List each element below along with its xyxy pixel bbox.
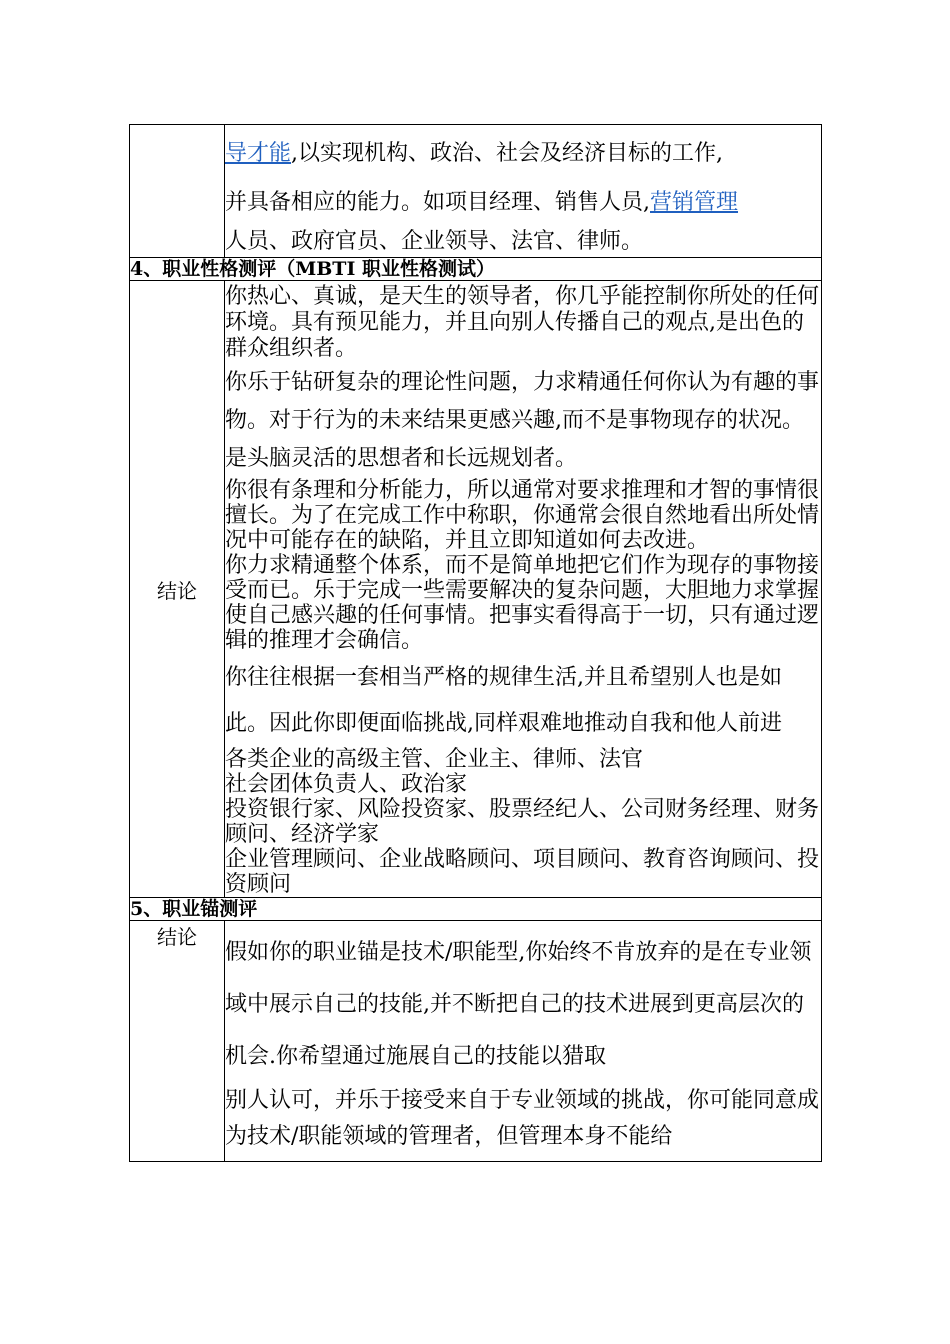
career-list-item: 企业管理顾问、企业战略顾问、项目顾问、教育咨询顾问、投资顾问 — [225, 847, 820, 897]
table-row — [130, 281, 822, 898]
text-fragment: ,以实现机构、政治、社会及经济目标的工作, — [291, 141, 724, 166]
table-row — [130, 258, 822, 281]
mbti-paragraph: 你乐于钻研复杂的理论性问题，力求精通任何你认为有趣的事物。对于行为的未来结果更感兴趣,而不是事物现存的状况。是头脑灵活的思想者和长远规划者。 — [225, 370, 820, 471]
mbti-paragraph: 你往往根据一套相当严格的规律生活,并且希望别人也是如此。因此你即便面临挑战,同样艰难地推动自我和他人前进 — [225, 665, 782, 736]
career-list-item: 投资银行家、风险投资家、股票经纪人、公司财务经理、财务顾问、经济学家 — [225, 797, 820, 847]
mbti-paragraph: 你力求精通整个体系，而不是简单地把它们作为现存的事物接受而已。乐于完成一些需要解决的复杂问题，大胆地力求掌握使自己感兴趣的任何事情。把事实看得高于一切，只有通过逻辑的推理才会确信。 — [225, 553, 820, 653]
continued-text-cell — [225, 125, 822, 258]
conclusion-label: 结论 — [130, 281, 225, 898]
career-report-table — [129, 124, 822, 1162]
talent-link[interactable]: 导才能 — [225, 141, 292, 166]
section-title-career-anchor: 5、职业锚测评 — [130, 898, 822, 921]
table-row — [130, 898, 822, 921]
anchor-paragraph: 假如你的职业锚是技术/职能型,你始终不肯放弃的是在专业领域中展示自己的技能,并不断把自己的技术进展到更高层次的机会.你希望通过施展自己的技能以猎取 — [225, 940, 812, 1069]
table-row — [130, 921, 822, 1162]
mbti-conclusion-cell — [225, 281, 822, 898]
empty-label-cell — [130, 125, 225, 258]
table-row — [130, 125, 822, 258]
marketing-management-link[interactable]: 营销管理 — [650, 190, 739, 215]
text-fragment: 并具备相应的能力。如项目经理、销售人员, — [225, 190, 650, 215]
continued-paragraph — [225, 129, 821, 227]
section-title-mbti: 4、职业性格测评（MBTI 职业性格测试） — [130, 258, 822, 281]
anchor-conclusion-cell — [225, 921, 822, 1162]
continued-paragraph-end: 人员、政府官员、企业领导、法官、律师。 — [225, 229, 644, 254]
mbti-paragraph: 你很有条理和分析能力，所以通常对要求推理和才智的事情很擅长。为了在完成工作中称职，你通常会很自然地看出所处情况中可能存在的缺陷，并且立即知道如何去改进。 — [225, 478, 820, 553]
mbti-paragraph-text: 你热心、真诚，是天生的领导者，你几乎能控制你所处的任何环境。具有预见能力，并且向别人传播自己的观点,是出色的群众组织者。 — [225, 284, 820, 361]
career-list-item: 各类企业的高级主管、企业主、律师、法官 — [225, 747, 644, 772]
career-list-item: 社会团体负责人、政治家 — [225, 772, 468, 797]
mbti-paragraph — [225, 284, 821, 362]
anchor-paragraph: 别人认可，并乐于接受来自于专业领域的挑战，你可能同意成为技术/职能领域的管理者，但管理本身不能给 — [225, 1088, 820, 1149]
conclusion-label: 结论 — [130, 921, 225, 1162]
